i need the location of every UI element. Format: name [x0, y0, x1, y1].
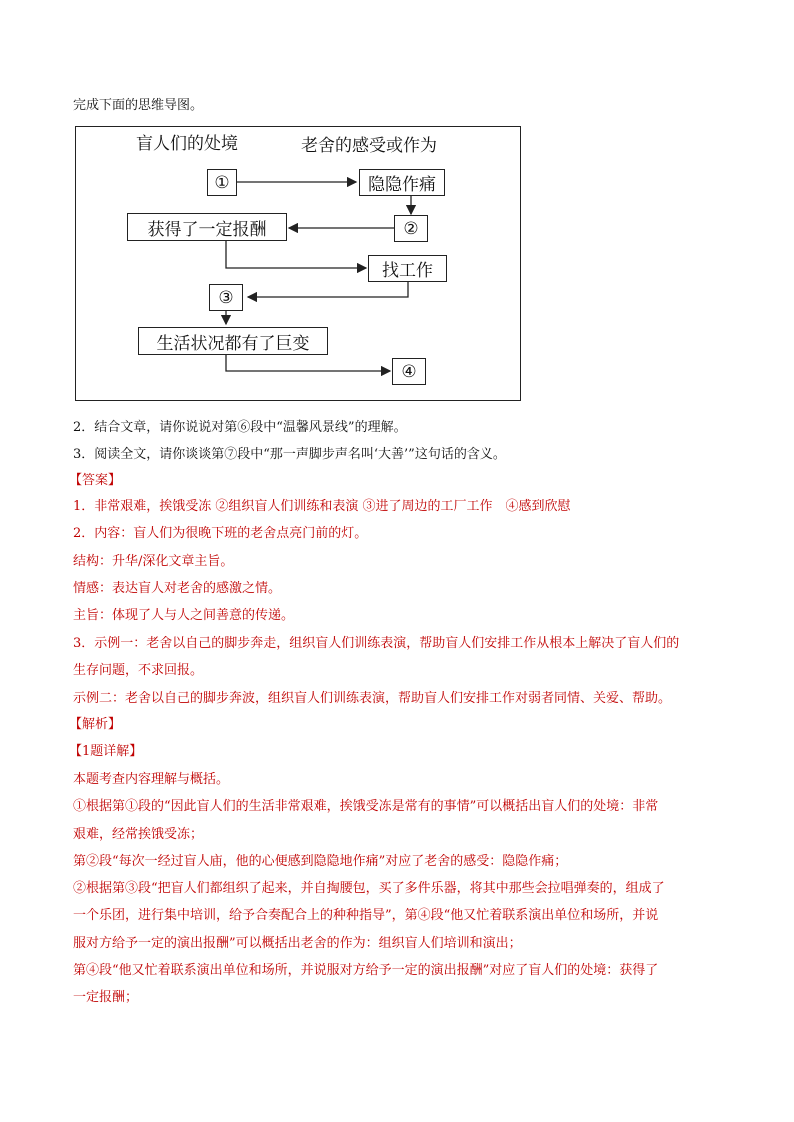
mind-map-header-left: 盲人们的处境 [136, 134, 238, 154]
answer-line: 示例二：老舍以自己的脚步奔波，组织盲人们训练表演，帮助盲人们安排工作对弱者同情、关爱、帮助。 [73, 691, 672, 706]
answer-header: 【答案】 [69, 473, 122, 488]
mind-map-box-7: 生活状况都有了巨变 [138, 327, 328, 355]
answer-line: 结构：升华/深化文章主旨。 [73, 554, 234, 569]
analysis-line: 一定报酬； [73, 990, 139, 1005]
answer-line: 1．非常艰难，挨饿受冻 ②组织盲人们训练和表演 ③进了周边的工厂工作 ④感到欣慰 [73, 499, 571, 514]
mind-map-arrows [76, 127, 522, 402]
mind-map-header-right: 老舍的感受或作为 [301, 136, 437, 156]
analysis-line: 服对方给予一定的演出报酬”可以概括出老舍的作为：组织盲人们培训和演出； [73, 936, 522, 951]
analysis-header: 【解析】 [69, 717, 122, 732]
intro-text: 完成下面的思维导图。 [73, 98, 204, 113]
analysis-line: ①根据第①段的“因此盲人们的生活非常艰难，挨饿受冻是常有的事情”可以概括出盲人们的处境：非常 [73, 799, 659, 814]
answer-line: 3．示例一：老舍以自己的脚步奔走，组织盲人们训练表演，帮助盲人们安排工作从根本上解决了盲人们的 [73, 636, 680, 651]
arrow-3-to-5 [226, 241, 366, 268]
question-3: 3．阅读全文，请你谈谈第⑦段中“那一声脚步声名叫‘大善’”这句话的含义。 [73, 447, 506, 462]
answer-line: 情感：表达盲人对老舍的感激之情。 [73, 581, 282, 596]
analysis-line: 一个乐团，进行集中培训，给予合奏配合上的种种指导”，第④段“他又忙着联系演出单位和场所，并说 [73, 908, 659, 923]
analysis-sub-header: 【1题详解】 [69, 744, 143, 759]
mind-map-box-3: 获得了一定报酬 [127, 213, 287, 241]
mind-map-box-1: ① [207, 169, 237, 196]
answer-line: 生存问题，不求回报。 [73, 663, 204, 678]
analysis-line: 第②段“每次一经过盲人庙，他的心便感到隐隐地作痛”对应了老舍的感受：隐隐作痛； [73, 854, 568, 869]
arrow-7-to-8 [226, 354, 390, 371]
mind-map-box-5: 找工作 [368, 255, 447, 282]
arrow-5-to-6 [248, 282, 408, 297]
analysis-line: 本题考查内容理解与概括。 [73, 772, 230, 787]
mind-map-box-2: 隐隐作痛 [359, 169, 445, 196]
analysis-line: ②根据第③段“把盲人们都组织了起来，并自掏腰包，买了多件乐器，将其中那些会拉唱弹奏的，组成了 [73, 881, 665, 896]
mind-map-box-4: ② [394, 215, 428, 242]
answer-line: 2．内容：盲人们为很晚下班的老舍点亮门前的灯。 [73, 526, 368, 541]
mind-map-box-8: ④ [392, 358, 426, 385]
analysis-line: 艰难，经常挨饿受冻； [73, 827, 204, 842]
mind-map [75, 126, 521, 401]
question-2: 2．结合文章，请你说说对第⑥段中“温馨风景线”的理解。 [73, 420, 407, 435]
mind-map-box-6: ③ [209, 284, 243, 311]
answer-line: 主旨：体现了人与人之间善意的传递。 [73, 608, 295, 623]
analysis-line: 第④段“他又忙着联系演出单位和场所，并说服对方给予一定的演出报酬”对应了盲人们的处境：获得了 [73, 963, 659, 978]
